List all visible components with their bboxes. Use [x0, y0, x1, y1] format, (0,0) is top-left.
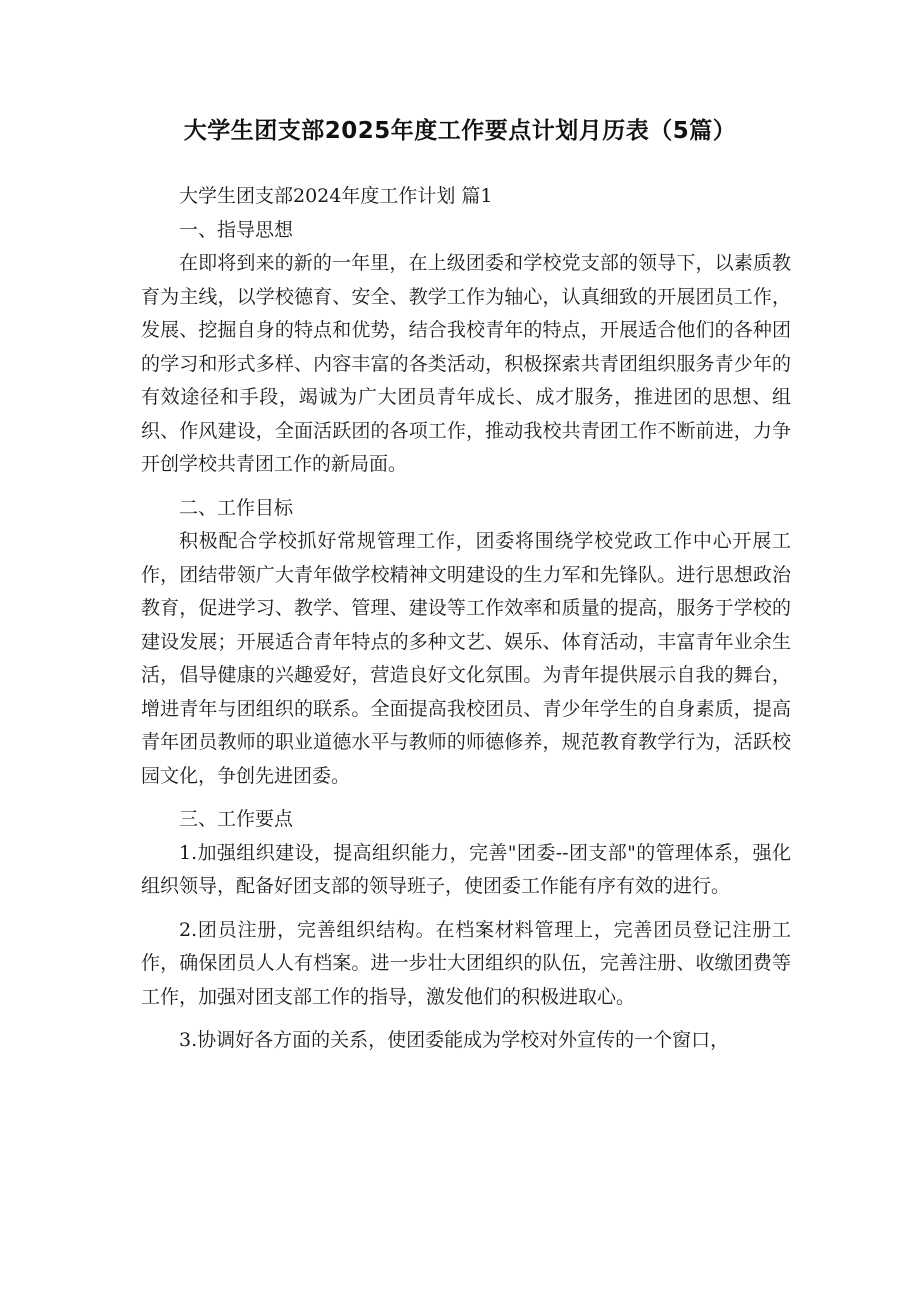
paragraph-work-point-1: 1.加强组织建设，提高组织能力，完善"团委--团支部"的管理体系，强化组织领导，配备好团支部的领导班子，使团委工作能有序有效的进行。: [141, 841, 791, 897]
paragraph-guiding-ideology: 在即将到来的新的一年里，在上级团委和学校党支部的领导下，以素质教育为主线，以学校德育、安全、教学工作为轴心，认真细致的开展团员工作，发展、挖掘自身的特点和优势，结合我校青年的特点，开展适合他们的各种团的学习和形式多样、内容丰富的各类活动，积极探索共青团组织服务青少年的有效途径和手段，竭诚为广大团员青年成长、成才服务，推进团的思想、组织、作风建设，全面活跃团的各项工作，推动我校共青团工作不断前进，力争开创学校共青团工作的新局面。: [141, 252, 791, 475]
section-heading-work-points: 三、工作要点: [179, 808, 294, 830]
document-body: [141, 180, 791, 1058]
document-title: 大学生团支部2025年度工作要点计划月历表（5篇）: [183, 118, 737, 144]
paragraph-work-point-3: 3.协调好各方面的关系，使团委能成为学校对外宣传的一个窗口，: [179, 1029, 730, 1051]
paragraph-work-point-2: 2.团员注册，完善组织结构。在档案材料管理上，完善团员登记注册工作，确保团员人人有档案。进一步壮大团组织的队伍，完善注册、收缴团费等工作，加强对团支部工作的指导，激发他们的积极进取心。: [141, 918, 791, 1008]
paragraph-work-goals: 积极配合学校抓好常规管理工作，团委将围绕学校党政工作中心开展工作，团结带领广大青年做学校精神文明建设的生力军和先锋队。进行思想政治教育，促进学习、教学、管理、建设等工作效率和质量的提高，服务于学校的建设发展；开展适合青年特点的多种文艺、娱乐、体育活动，丰富青年业余生活，倡导健康的兴趣爱好，营造良好文化氛围。为青年提供展示自我的舞台，增进青年与团组织的联系。全面提高我校团员、青少年学生的自身素质，提高青年团员教师的职业道德水平与教师的师德修养，规范教育教学行为，活跃校园文化，争创先进团委。: [141, 530, 791, 787]
document-subtitle: 大学生团支部2024年度工作计划 篇1: [179, 185, 493, 207]
section-heading-work-goals: 二、工作目标: [179, 496, 294, 519]
section-heading-guiding-ideology: 一、指导思想: [179, 218, 294, 241]
